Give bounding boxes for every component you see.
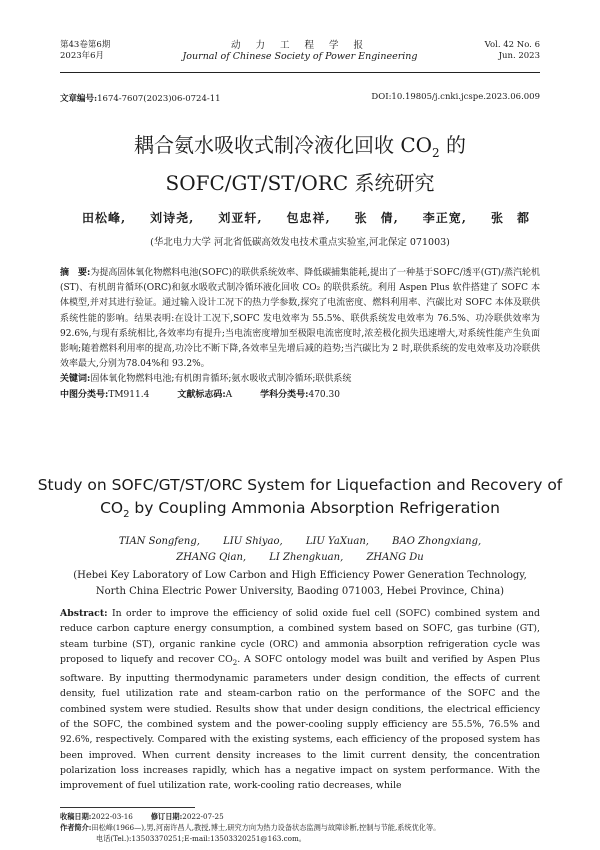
contact-row: 电话(Tel.):13503370251;E-mail:13503320251@163.com。	[96, 834, 306, 844]
title-cn-subscript: 2	[432, 146, 440, 160]
keywords-cn-label: 关键词:	[60, 374, 91, 385]
author-cn: 包忠祥,	[286, 211, 331, 225]
author-en: LI Zhengkuan,	[269, 552, 344, 563]
subject-code-value: 470.30	[308, 389, 340, 400]
title-cn-line1	[0, 130, 600, 168]
header-divider	[60, 72, 540, 73]
author-en: ZHANG Du	[366, 552, 424, 563]
article-number	[60, 92, 221, 104]
clc-label: 中图分类号:	[60, 389, 109, 400]
abstract-cn-label: 摘 要:	[60, 268, 91, 278]
subject-code-label: 学科分类号:	[260, 389, 309, 400]
abstract-en-text-a: In order to improve the efficiency of solid oxide fuel cell (SOFC) combined system and reduce carbon capture energy consumption, a combined system based on SOFC, gas turbine (GT), steam turbine (ST), organic rankine cycle (ORC) and ammonia absorption refrigeration cycle was proposed to liquefy and recover CO	[60, 608, 540, 665]
header-right	[450, 40, 540, 62]
abstract-en	[60, 606, 540, 793]
clc-value: TM911.4	[108, 389, 150, 400]
received-label: 收稿日期:	[60, 812, 92, 821]
authors-en-line2	[60, 550, 540, 566]
received-date: 2022-03-16	[91, 812, 133, 821]
journal-name-en: Journal of Chinese Society of Power Engineering	[182, 51, 418, 62]
header-left	[60, 40, 150, 62]
author-info-row	[60, 822, 540, 833]
clc	[60, 388, 149, 403]
journal-name-cn: 动 力 工 程 学 报	[230, 40, 370, 51]
footnotes	[60, 811, 540, 845]
volume-en: Vol. 42 No. 6	[484, 40, 540, 50]
revised-label: 修订日期:	[150, 812, 183, 821]
author-cn: 刘诗尧,	[150, 211, 195, 225]
article-meta	[60, 92, 540, 104]
title-en-line2-prefix: CO	[100, 499, 124, 517]
keywords-cn-text: 固体氧化物燃料电池;有机朗肯循环;氨水吸收式制冷循环;联供系统	[90, 374, 352, 385]
footnote-divider	[60, 807, 195, 808]
title-en	[30, 474, 570, 526]
author-en: TIAN Songfeng,	[118, 536, 200, 547]
author-en: ZHANG Qian,	[176, 552, 247, 563]
title-cn	[0, 130, 600, 198]
date-en: Jun. 2023	[498, 51, 540, 61]
date-cn: 2023年6月	[60, 51, 105, 61]
doi: DOI:10.19805/j.cnki.jcspe.2023.06.009	[371, 92, 540, 102]
title-en-line2	[30, 497, 570, 526]
abstract-en-label: Abstract:	[60, 608, 108, 619]
author-en: LIU YaXuan,	[305, 536, 369, 547]
affiliation-cn: (华北电力大学 河北省低碳高效发电技术重点实验室,河北保定 071003)	[150, 237, 450, 248]
author-cn: 张 都	[490, 211, 530, 225]
abstract-cn	[60, 266, 540, 403]
dates-row	[60, 811, 540, 822]
volume-cn: 第43卷第6期	[60, 40, 111, 50]
article-number-label: 文章编号:	[60, 94, 98, 104]
title-en-line1: Study on SOFC/GT/ST/ORC System for Liquefaction and Recovery of	[37, 476, 563, 494]
title-cn-line1-text: 耦合氨水吸收式制冷液化回收 CO	[133, 133, 433, 157]
affiliation-en	[60, 568, 540, 600]
title-en-subscript: 2	[123, 509, 130, 521]
keywords-cn	[60, 372, 540, 387]
affiliation-en-line1: (Hebei Key Laboratory of Low Carbon and High Efficiency Power Generation Technology,	[73, 570, 527, 581]
doc-code-label: 文献标志码:	[177, 389, 226, 400]
author-cn: 刘亚轩,	[218, 211, 263, 225]
abstract-cn-body	[60, 266, 540, 372]
abstract-cn-text: 为提高固体氧化物燃料电池(SOFC)的联供系统效率、降低碳捕集能耗,提出了一种基于SOFC/透平(GT)/蒸汽轮机(ST)、有机朗肯循环(ORC)和氨水吸收式制冷循环液化回收 CO₂ 的联供系统。利用 Aspen Plus 软件搭建了 SOFC 本体模型,并对其进行验证。通过输入设计工况下的热力学参数,探究了电流密度、燃料利用率、汽碳比对 SOFC 本体及联供系统性能的影响。结果表明:在设计工况下,SOFC 发电效率为 55.5%、联供系统发电效率为 76.5%、功冷联供效率为 92.6%,与现有系统相比,各效率均有提升;当电流密度增加至极限电流密度时,浓差极化损失迅速增大,对系统性能产生负面影响;随着燃料利用率的提高,功冷比不断下降,各效率呈先增后减的趋势;当汽碳比为 2 时,联供系统的发电效率及功冷联供效率最大,分别为78.04%和 93.2%。	[60, 268, 541, 370]
article-number-value: 1674-7607(2023)06-0724-11	[97, 94, 221, 104]
affiliation-en-line2: North China Electric Power University, Baoding 071003, Hebei Province, China)	[95, 586, 505, 597]
authors-cn	[82, 209, 530, 226]
author-cn: 田松峰,	[82, 211, 127, 225]
doc-code-value: A	[225, 389, 233, 400]
classification-line	[60, 388, 540, 403]
abstract-en-subscript: 2	[232, 658, 238, 667]
title-cn-line2: SOFC/GT/ST/ORC 系统研究	[165, 171, 435, 195]
authors-en-line1	[60, 534, 540, 550]
title-cn-line1-suffix: 的	[439, 133, 467, 157]
author-en: BAO Zhongxiang,	[392, 536, 482, 547]
doc-code	[177, 388, 232, 403]
journal-header	[60, 40, 540, 72]
author-info-text: 田松峰(1966—),男,河南许昌人,教授,博士,研究方向为热力设备状态监测与故障诊断,控制与节能,系统优化等。	[91, 823, 441, 833]
author-info-label: 作者简介:	[60, 823, 92, 833]
revised-date: 2022-07-25	[182, 812, 224, 821]
author-en: LIU Shiyao,	[223, 536, 283, 547]
author-cn: 李正宽,	[422, 211, 467, 225]
author-cn: 张 倩,	[354, 211, 399, 225]
authors-en	[60, 534, 540, 566]
abstract-en-text-b: . A SOFC ontology model was built and verified by Aspen Plus software. By inputting thermodynamic parameters under design condition, the effects of current density, fuel utilization rate and steam-carbon ratio on the performance of the SOFC and the combined system were studied. Results show that under design conditions, the electrical efficiency of the SOFC, the combined system and the power-cooling supply efficiency are 55.5%, 76.5% and 92.6%, respectively. Compared with the existing systems, each efficiency of the proposed system has been improved. When current density increases to the limit current density, the concentration polarization loss increases rapidly, which has a negative impact on system performance. With the improvement of fuel utilization rate, work-cooling ratio decreases, while	[60, 653, 540, 792]
header-center	[150, 40, 450, 62]
title-en-line2-suffix: by Coupling Ammonia Absorption Refrigeration	[129, 499, 500, 517]
subject-code	[260, 388, 340, 403]
